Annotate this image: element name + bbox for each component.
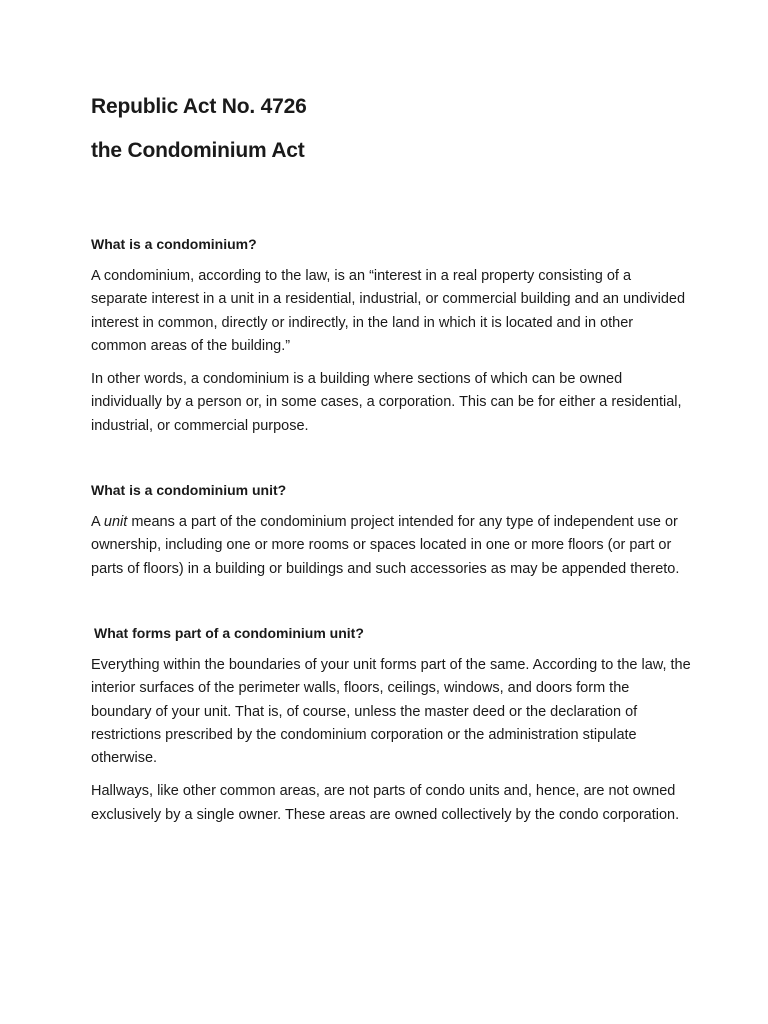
section-heading-condominium: What is a condominium? — [91, 236, 257, 252]
document-subtitle: the Condominium Act — [91, 139, 305, 162]
unit-emphasis: unit — [103, 514, 128, 531]
paragraph-unit-definition — [91, 511, 691, 581]
section-heading-condominium-unit: What is a condominium unit? — [91, 482, 287, 499]
section-heading-unit-parts: What forms part of a condominium unit? — [94, 624, 364, 641]
paragraph-definition: A condominium, according to the law, is an “interest in a real property consisting of a separate interest in a unit in a residential, industrial, or commercial building and an undivided interest in common, directly or indirectly, in the land in which it is located and in other common areas of the building.” — [91, 268, 686, 354]
document-content — [91, 92, 691, 827]
document-title: Republic Act No. 4726 — [91, 95, 307, 118]
unit-prefix: A — [91, 514, 104, 531]
paragraph-boundaries: Everything within the boundaries of your unit forms part of the same. According to the law, the interior surfaces of the perimeter walls, floors, ceilings, windows, and doors form the boundary of your unit. That is, of course, unless the master deed or the declaration of restrictions prescribed by the condominium corporation or the administration stipulate otherwise. — [91, 656, 691, 767]
unit-rest: means a part of the condominium project intended for any type of independent use or ownership, including one or more rooms or spaces located in one or more floors (or part or parts of floors) in a building or buildings and such accessories as may be appended thereto. — [91, 514, 680, 577]
paragraph-hallways: Hallways, like other common areas, are not parts of condo units and, hence, are not owned exclusively by a single owner. These areas are owned collectively by the condo corporation. — [91, 783, 680, 823]
paragraph-other-words: In other words, a condominium is a building where sections of which can be owned individually by a person or, in some cases, a corporation. This can be for either a residential, industrial, or commercial purpose. — [91, 371, 682, 434]
